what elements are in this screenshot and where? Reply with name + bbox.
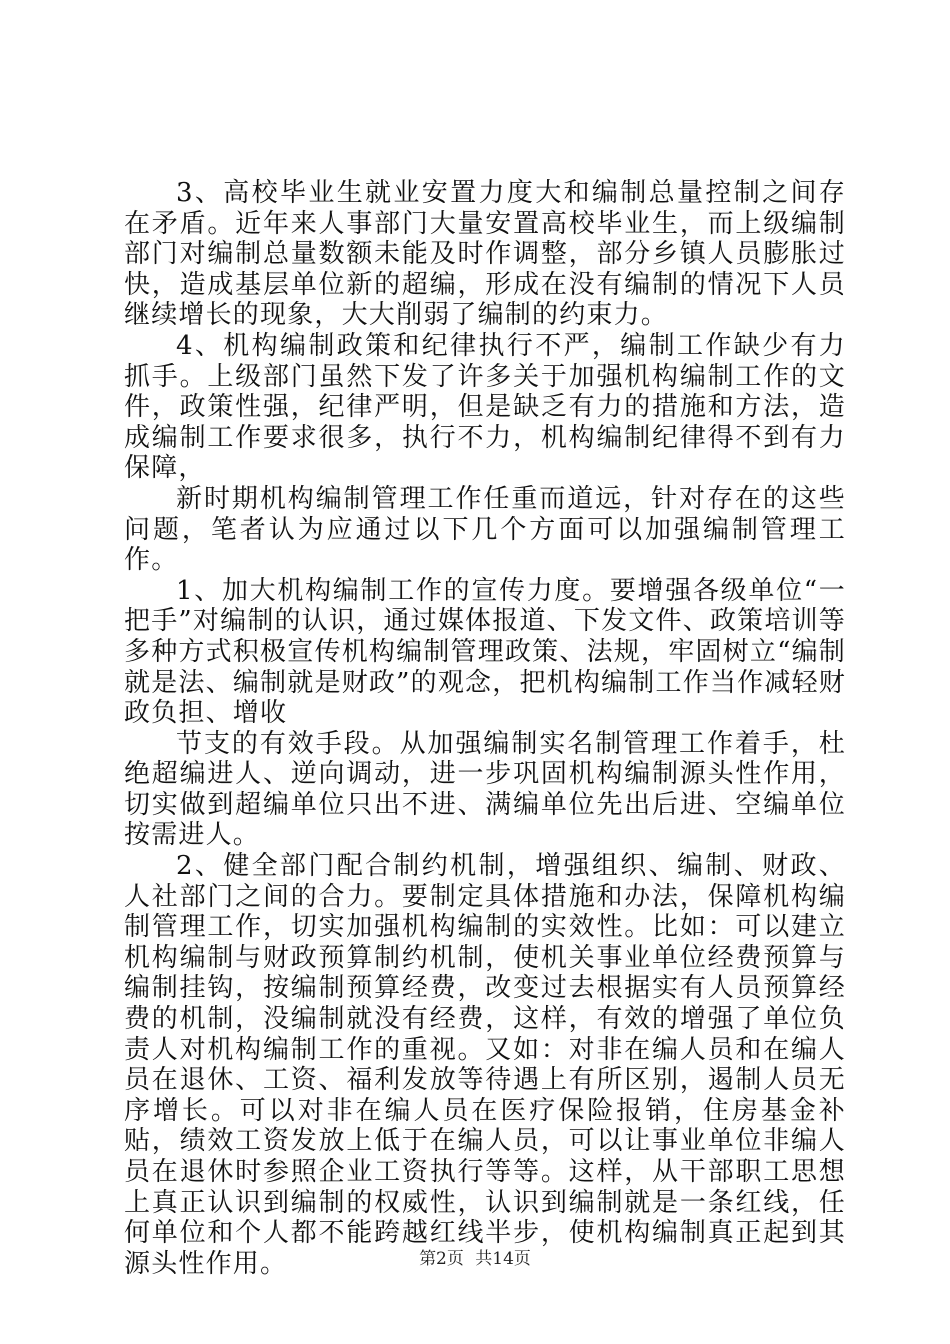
page-total: 共14页 bbox=[475, 1249, 531, 1269]
paragraph-issue-3: 3、高校毕业生就业安置力度大和编制总量控制之间存在矛盾。近年来人事部门大量安置高校毕业生，而上级编制部门对编制总量数额未能及时作调整，部分乡镇人员膨胀过快，造成基层单位新的超编，形成在没有编制的情况下人员继续增长的现象，大大削弱了编制的约束力。 bbox=[124, 178, 846, 331]
paragraph-issue-4: 4、机构编制政策和纪律执行不严，编制工作缺少有力抓手。上级部门虽然下发了许多关于加强机构编制工作的文件，政策性强，纪律严明，但是缺乏有力的措施和方法，造成编制工作要求很多，执行不力，机构编制纪律得不到有力保障， bbox=[124, 330, 846, 484]
paragraph-measure-2: 2、健全部门配合制约机制，增强组织、编制、财政、人社部门之间的合力。要制定具体措施和办法，保障机构编制管理工作，切实加强机构编制的实效性。比如：可以建立机构编制与财政预算制约机制，使机关事业单位经费预算与编制挂钩，按编制预算经费，改变过去根据实有人员预算经费的机制，没编制就没有经费，这样，有效的增强了单位负责人对机构编制工作的重视。又如：对非在编人员和在编人员在退休、工资、福利发放等待遇上有所区别，遏制人员无序增长。可以对非在编人员在医疗保险报销，住房基金补贴，绩效工资发放上低于在编人员，可以让事业单位非编人员在退休时参照企业工资执行等等。这样，从干部职工思想上真正认识到编制的权威性，认识到编制就是一条红线，任何单位和个人都不能跨越红线半步，使机构编制真正起到其源头性作用。 bbox=[124, 851, 846, 1279]
document-body bbox=[124, 178, 846, 1279]
paragraph-measure-1: 1、加大机构编制工作的宣传力度。要增强各级单位“一把手”对编制的认识，通过媒体报道、下发文件、政策培训等多种方式积极宣传机构编制管理政策、法规，牢固树立“编制就是法、编制就是财政”的观念，把机构编制工作当作减轻财政负担、增收 bbox=[124, 575, 846, 729]
page-footer bbox=[0, 1244, 950, 1269]
page-number: 第2页 bbox=[419, 1249, 464, 1269]
paragraph-intro-measures: 新时期机构编制管理工作任重而道远，针对存在的这些问题，笔者认为应通过以下几个方面可以加强编制管理工作。 bbox=[124, 483, 846, 576]
paragraph-measure-1-cont: 节支的有效手段。从加强编制实名制管理工作着手，杜绝超编进人、逆向调动，进一步巩固机构编制源头性作用，切实做到超编单位只出不进、满编单位先出后进、空编单位按需进人。 bbox=[124, 728, 846, 851]
